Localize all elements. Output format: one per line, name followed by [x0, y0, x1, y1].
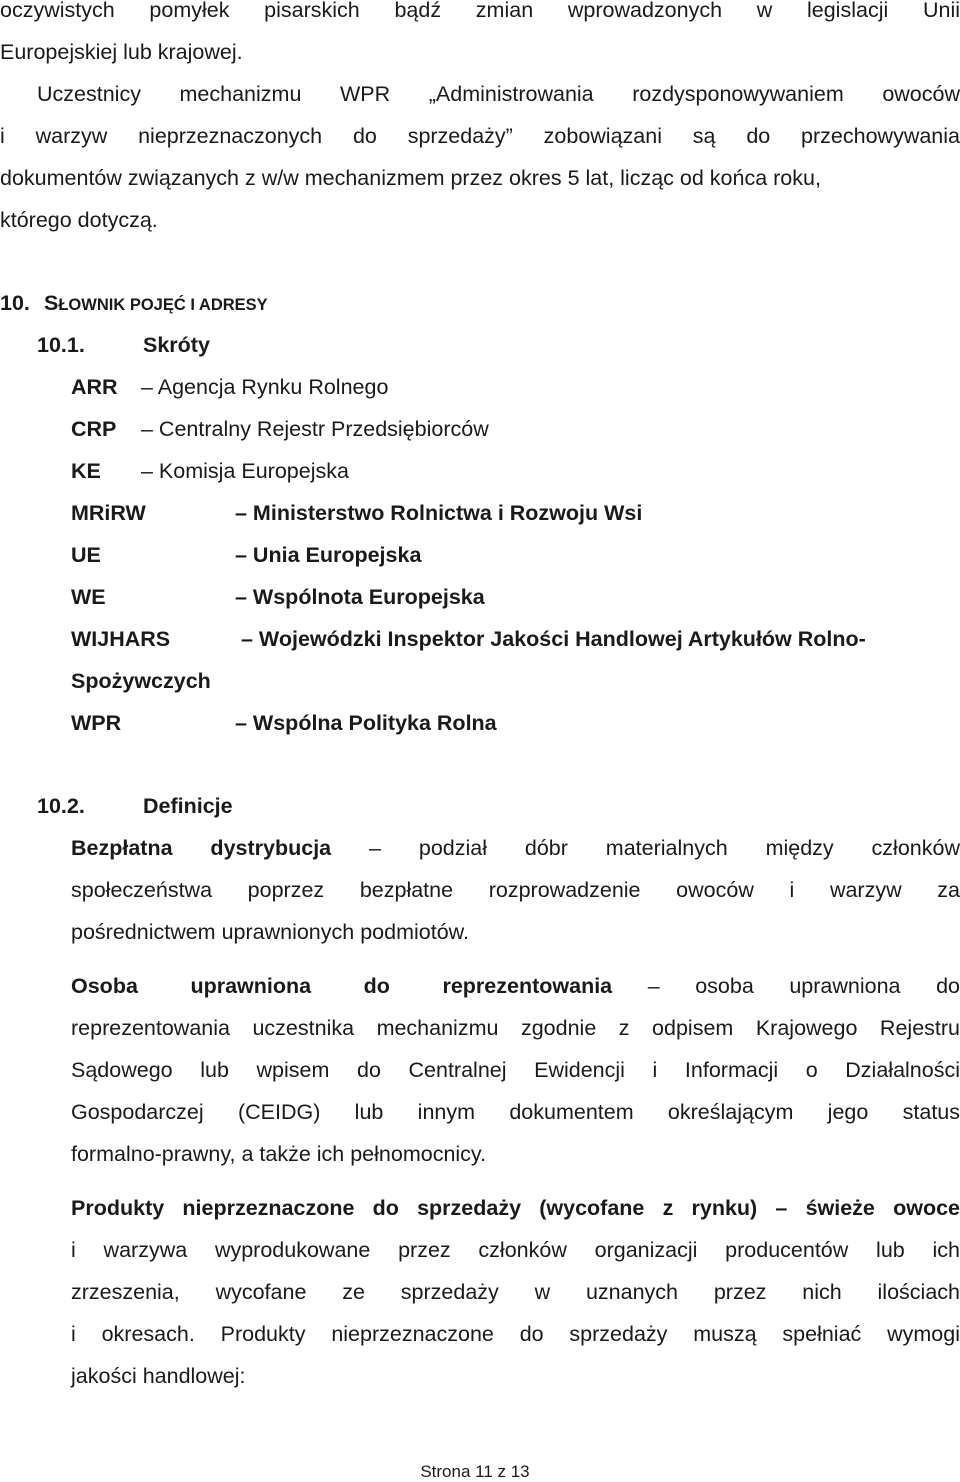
definition-term: Bezpłatna dystrybucja — [71, 836, 332, 860]
abbreviation-code: UE — [71, 543, 101, 567]
definition-authorized-person-line-1 — [71, 972, 960, 1000]
definition-authorized-person-line-2: reprezentowania uczestnika mechanizmu zgodnie z odpisem Krajowego Rejestru — [71, 1016, 960, 1040]
subsection-title: Definicje — [143, 794, 233, 818]
abbreviation-definition: – Wojewódzki Inspektor Jakości Handlowej Artykułów Rolno- — [241, 627, 866, 651]
abbreviation-definition: – Centralny Rejestr Przedsiębiorców — [141, 417, 489, 441]
abbreviation-code: MRiRW — [71, 501, 146, 525]
abbreviation-definition: – Wspólna Polityka Rolna — [235, 711, 497, 735]
section-title-initial: S — [44, 291, 59, 315]
abbreviation-definition: – Agencja Rynku Rolnego — [141, 375, 389, 399]
abbreviation-code: WIJHARS — [71, 627, 171, 651]
abbreviation-definition: – Unia Europejska — [235, 543, 422, 567]
definition-withdrawn-products-line-2: i warzywa wyprodukowane przez członków organizacji producentów lub ich — [71, 1238, 960, 1262]
abbreviation-definition: – Ministerstwo Rolnictwa i Rozwoju Wsi — [235, 501, 643, 525]
definition-authorized-person-line-4: Gospodarczej (CEIDG) lub innym dokumentem określającym jego status — [71, 1100, 960, 1124]
definition-withdrawn-products-line-1: Produkty nieprzeznaczone do sprzedaży (wycofane z rynku) – świeże owoce — [71, 1196, 960, 1220]
section-heading — [0, 289, 268, 319]
abbreviation-definition: – Komisja Europejska — [141, 459, 349, 483]
definition-text: – podział dóbr materialnych między członków — [369, 836, 960, 860]
para2-line-4: którego dotyczą. — [0, 208, 158, 232]
abbreviation-definition-continuation: Spożywczych — [71, 669, 211, 693]
definition-free-distribution-line-2: społeczeństwa poprzez bezpłatne rozprowadzenie owoców i warzyw za — [71, 878, 960, 902]
subsection-title: Skróty — [143, 333, 210, 357]
page-footer — [0, 1462, 960, 1482]
subsection-heading-abbreviations — [37, 331, 210, 359]
section-number: 10. — [0, 291, 30, 315]
definition-free-distribution-line-1 — [71, 834, 960, 862]
subsection-heading-definitions — [37, 792, 233, 820]
intro-line-1: oczywistych pomyłek pisarskich bądź zmian wprowadzonych w legislacji Unii — [0, 0, 960, 22]
subsection-number: 10.2. — [37, 794, 85, 818]
para2-line-1: Uczestnicy mechanizmu WPR „Administrowania rozdysponowywaniem owoców — [37, 82, 960, 106]
abbreviation-code: CRP — [71, 417, 117, 441]
intro-line-2: Europejskiej lub krajowej. — [0, 40, 243, 64]
para2-line-3: dokumentów związanych z w/w mechanizmem przez okres 5 lat, licząc od końca roku, — [0, 166, 821, 190]
abbreviation-code: KE — [71, 459, 101, 483]
para2-line-2: i warzyw nieprzeznaczonych do sprzedaży” zobowiązani są do przechowywania — [0, 124, 960, 148]
definition-authorized-person-line-3: Sądowego lub wpisem do Centralnej Ewidencji i Informacji o Działalności — [71, 1058, 960, 1082]
definition-text: – osoba uprawniona do — [647, 974, 960, 998]
abbreviation-code: ARR — [71, 375, 118, 399]
definition-authorized-person-line-5: formalno-prawny, a także ich pełnomocnicy. — [71, 1142, 487, 1166]
definition-withdrawn-products-line-5: jakości handlowej: — [71, 1364, 246, 1388]
abbreviation-code: WPR — [71, 711, 122, 735]
definition-withdrawn-products-line-3: zrzeszenia, wycofane ze sprzedaży w uznanych przez nich ilościach — [71, 1280, 960, 1304]
subsection-number: 10.1. — [37, 333, 85, 357]
definition-withdrawn-products-line-4: i okresach. Produkty nieprzeznaczone do sprzedaży muszą spełniać wymogi — [71, 1322, 960, 1346]
abbreviation-definition: – Wspólnota Europejska — [235, 585, 485, 609]
page-number: Strona 11 z 13 — [420, 1462, 530, 1481]
definition-term: Osoba uprawniona do reprezentowania — [71, 974, 613, 998]
section-title-rest: ŁOWNIK POJĘĆ I ADRESY — [58, 296, 268, 314]
abbreviation-code: WE — [71, 585, 106, 609]
definition-free-distribution-line-3: pośrednictwem uprawnionych podmiotów. — [71, 920, 469, 944]
